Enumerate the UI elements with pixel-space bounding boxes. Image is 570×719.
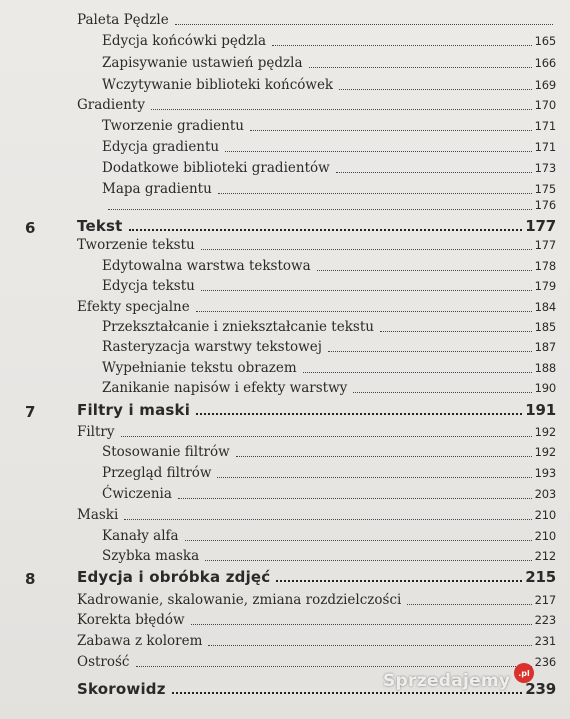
page-number: 231 xyxy=(534,634,556,648)
dot-leader xyxy=(201,249,532,250)
toc-entry-row xyxy=(102,258,556,274)
page-number: 191 xyxy=(525,401,556,419)
entry-title: Edycja gradientu xyxy=(102,139,220,155)
entry-title: Dodatkowe biblioteki gradientów xyxy=(102,160,330,176)
page-number: 212 xyxy=(534,549,556,563)
dot-leader xyxy=(205,560,531,561)
page-number: 190 xyxy=(534,381,556,395)
dot-leader xyxy=(108,209,532,210)
dot-leader xyxy=(185,540,532,541)
dot-leader xyxy=(201,290,532,291)
page-number: 217 xyxy=(534,593,556,607)
entry-title: Filtry xyxy=(77,424,115,440)
page-number: 176 xyxy=(534,198,556,212)
dot-leader xyxy=(129,229,523,231)
dot-leader xyxy=(303,372,532,373)
page-number: 193 xyxy=(534,466,556,480)
entry-title: Gradienty xyxy=(77,97,145,113)
dot-leader xyxy=(339,89,532,90)
toc-entry-row xyxy=(102,380,556,396)
page-number: 177 xyxy=(534,238,556,252)
entry-title: Mapa gradientu xyxy=(102,181,212,197)
dot-leader xyxy=(136,666,532,667)
page-number: 203 xyxy=(534,487,556,501)
page-number: 173 xyxy=(534,161,556,175)
dot-leader xyxy=(172,692,523,694)
toc-chapter-row xyxy=(77,218,556,234)
entry-title: Wypełnianie tekstu obrazem xyxy=(102,360,297,376)
entry-title: Stosowanie filtrów xyxy=(102,444,230,460)
chapter-title: Edycja i obróbka zdjęć xyxy=(77,568,271,586)
entry-title: Przegląd filtrów xyxy=(102,465,212,481)
watermark-text: Sprzedajemy xyxy=(383,671,511,691)
dot-leader xyxy=(336,172,532,173)
dot-leader xyxy=(151,109,532,110)
toc-entry-row xyxy=(77,654,556,670)
dot-leader xyxy=(178,498,532,499)
toc-entry-row xyxy=(102,55,556,71)
toc-entry-row xyxy=(102,181,556,197)
entry-title: Paleta Pędzle xyxy=(77,12,169,28)
page-number: 215 xyxy=(525,568,556,586)
entry-title: Tworzenie tekstu xyxy=(77,237,195,253)
dot-leader xyxy=(276,580,522,582)
entry-title: Zabawa z kolorem xyxy=(77,633,203,649)
chapter-number: 8 xyxy=(25,570,36,588)
entry-title: Przekształcanie i zniekształcanie tekstu xyxy=(102,319,374,335)
dot-leader xyxy=(407,604,531,605)
entry-title: Rasteryzacja warstwy tekstowej xyxy=(102,339,322,355)
toc-entry-row xyxy=(77,299,556,315)
toc-entry-row xyxy=(102,465,556,481)
dot-leader xyxy=(217,477,531,478)
entry-title: Tworzenie gradientu xyxy=(102,118,244,134)
entry-title: Zanikanie napisów i efekty warstwy xyxy=(102,380,348,396)
toc-entry-row xyxy=(102,360,556,376)
toc-entry-row xyxy=(102,319,556,335)
toc-entry-row xyxy=(77,424,556,440)
toc-entry-row xyxy=(102,118,556,134)
page-number: 210 xyxy=(534,508,556,522)
dot-leader xyxy=(328,351,532,352)
entry-title: Kadrowanie, skalowanie, zmiana rozdzielczości xyxy=(77,592,402,608)
dot-leader xyxy=(250,130,532,131)
chapter-number: 7 xyxy=(25,403,36,421)
toc-entry-row xyxy=(77,237,556,253)
dot-leader xyxy=(272,45,532,46)
toc-entry-row xyxy=(77,633,556,649)
page-number: 179 xyxy=(534,279,556,293)
chapter-title: Filtry i maski xyxy=(77,401,191,419)
dot-leader xyxy=(191,624,532,625)
dot-leader xyxy=(196,413,522,415)
toc-entry-row xyxy=(102,339,556,355)
dot-leader xyxy=(175,24,553,25)
dot-leader xyxy=(236,456,532,457)
toc-entry-row xyxy=(102,77,556,93)
toc-entry-row xyxy=(102,548,556,564)
page-number: 236 xyxy=(534,655,556,669)
entry-title: Wczytywanie biblioteki końcówek xyxy=(102,77,334,93)
page-number: 166 xyxy=(534,56,556,70)
entry-title: Ostrość xyxy=(77,654,130,670)
chapter-number: 6 xyxy=(25,219,36,237)
toc-entry-row xyxy=(102,278,556,294)
dot-leader xyxy=(380,331,532,332)
entry-title: Korekta błędów xyxy=(77,612,185,628)
toc-entry-row xyxy=(102,528,556,544)
page-number: 177 xyxy=(525,217,556,235)
dot-leader xyxy=(225,151,532,152)
entry-title: Ćwiczenia xyxy=(102,486,172,502)
entry-title: Edycja końcówki pędzla xyxy=(102,33,266,49)
page-number: 192 xyxy=(534,425,556,439)
toc-entry-row xyxy=(102,139,556,155)
page-number: 165 xyxy=(534,34,556,48)
page-number: 169 xyxy=(534,78,556,92)
dot-leader xyxy=(317,270,532,271)
page-number: 184 xyxy=(534,300,556,314)
toc-entry-row xyxy=(77,12,556,28)
page-number: 223 xyxy=(534,613,556,627)
page-number: 185 xyxy=(534,320,556,334)
page-number: 188 xyxy=(534,361,556,375)
dot-leader xyxy=(124,519,531,520)
page-number: 171 xyxy=(534,119,556,133)
toc-entry-row xyxy=(102,444,556,460)
dot-leader xyxy=(121,436,532,437)
chapter-title: Skorowidz xyxy=(77,680,166,698)
dot-leader xyxy=(309,67,532,68)
toc-entry-row xyxy=(77,592,556,608)
page-number: 175 xyxy=(534,182,556,196)
toc-entry-row xyxy=(102,197,556,213)
page-number: 178 xyxy=(534,259,556,273)
page-number: 192 xyxy=(534,445,556,459)
entry-title: Kanały alfa xyxy=(102,528,179,544)
toc-chapter-row xyxy=(77,569,556,585)
toc-entry-row xyxy=(102,486,556,502)
dot-leader xyxy=(218,193,532,194)
toc-entry-row xyxy=(102,160,556,176)
toc-entry-row xyxy=(77,507,556,523)
dot-leader xyxy=(208,645,531,646)
entry-title: Efekty specjalne xyxy=(77,299,190,315)
dot-leader xyxy=(196,311,532,312)
chapter-title: Tekst xyxy=(77,217,123,235)
entry-title: Edycja tekstu xyxy=(102,278,195,294)
page-number: 239 xyxy=(525,680,556,698)
dot-leader xyxy=(353,392,531,393)
page-number: 171 xyxy=(534,140,556,154)
entry-title: Szybka maska xyxy=(102,548,200,564)
page-number: 187 xyxy=(534,340,556,354)
page-number: 170 xyxy=(534,98,556,112)
entry-title: Edytowalna warstwa tekstowa xyxy=(102,258,311,274)
entry-title: Zapisywanie ustawień pędzla xyxy=(102,55,303,71)
page-number: 210 xyxy=(534,529,556,543)
toc-entry-row xyxy=(77,612,556,628)
watermark-badge: .pl xyxy=(514,663,534,683)
entry-title: Maski xyxy=(77,507,119,523)
toc-entry-row xyxy=(77,97,556,113)
toc-entry-row xyxy=(102,33,556,49)
toc-chapter-row xyxy=(77,402,556,418)
